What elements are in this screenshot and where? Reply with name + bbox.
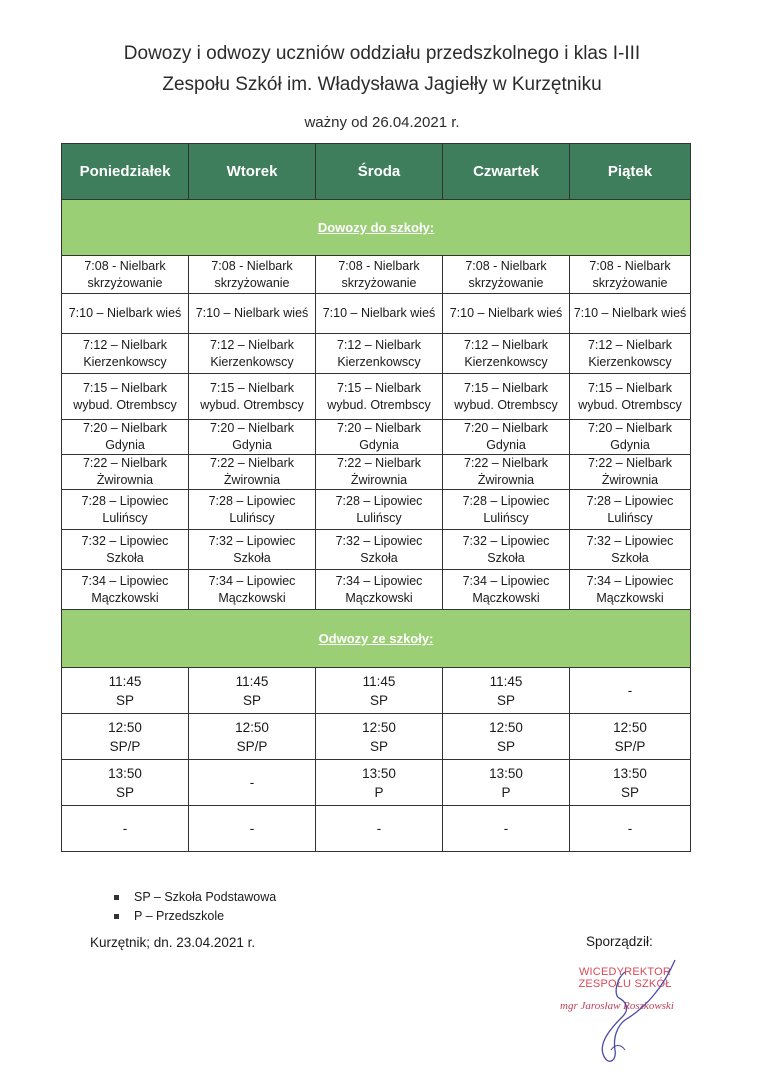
schedule-table — [61, 143, 691, 852]
departure-cell — [316, 714, 443, 760]
legend-item: SP – Szkoła Podstawowa — [112, 888, 276, 907]
departure-cell — [189, 668, 316, 714]
stop-cell: 7:28 – Lipowiec Lulińscy — [316, 490, 443, 530]
stop-cell: 7:08 - Nielbark skrzyżowanie — [570, 256, 691, 294]
stop-cell: 7:15 – Nielbark wybud. Otrembscy — [570, 374, 691, 420]
departure-cell — [443, 760, 570, 806]
stop-cell: 7:15 – Nielbark wybud. Otrembscy — [189, 374, 316, 420]
to-school-row — [62, 530, 691, 570]
departure-destination: SP/P — [236, 738, 268, 754]
departure-cell — [570, 668, 691, 714]
from-school-row — [62, 760, 691, 806]
departure-time: - — [627, 821, 633, 836]
document-title — [0, 38, 764, 100]
departure-cell — [443, 714, 570, 760]
departure-time: 11:45 — [108, 673, 142, 689]
departure-cell — [570, 760, 691, 806]
departure-time: 11:45 — [362, 673, 396, 689]
departure-destination: SP — [496, 692, 515, 708]
to-school-row — [62, 294, 691, 334]
departure-time: 12:50 — [235, 719, 269, 735]
stop-cell: 7:12 – Nielbark Kierzenkowscy — [443, 334, 570, 374]
departure-time: 12:50 — [362, 719, 396, 735]
stop-cell: 7:28 – Lipowiec Lulińscy — [443, 490, 570, 530]
day-header: Poniedziałek — [62, 144, 189, 200]
departure-cell — [189, 760, 316, 806]
to-school-row — [62, 490, 691, 530]
departure-time: - — [249, 775, 255, 790]
stop-cell: 7:34 – Lipowiec Mączkowski — [570, 570, 691, 610]
stop-cell: 7:32 – Lipowiec Szkoła — [189, 530, 316, 570]
day-header-row — [62, 144, 691, 200]
stop-cell: 7:34 – Lipowiec Mączkowski — [443, 570, 570, 610]
stop-cell: 7:15 – Nielbark wybud. Otrembscy — [316, 374, 443, 420]
departure-time: 13:50 — [362, 765, 396, 781]
stop-cell: 7:08 - Nielbark skrzyżowanie — [62, 256, 189, 294]
stop-cell: 7:32 – Lipowiec Szkoła — [62, 530, 189, 570]
stop-cell: 7:12 – Nielbark Kierzenkowscy — [570, 334, 691, 374]
title-line-1: Dowozy i odwozy uczniów oddziału przedszkolnego i klas I-III — [123, 43, 641, 64]
departure-destination: SP — [620, 784, 639, 800]
to-school-row — [62, 374, 691, 420]
to-school-row — [62, 256, 691, 294]
stop-cell: 7:10 – Nielbark wieś — [189, 294, 316, 334]
to-school-row — [62, 455, 691, 490]
stop-cell: 7:20 – Nielbark Gdynia — [316, 420, 443, 455]
from-school-row — [62, 714, 691, 760]
stamp-institution: ZESPOŁU SZKÓŁ — [578, 978, 672, 990]
official-stamp — [555, 958, 715, 1068]
departure-destination: SP — [369, 738, 388, 754]
stop-cell: 7:20 – Nielbark Gdynia — [62, 420, 189, 455]
stop-cell: 7:15 – Nielbark wybud. Otrembscy — [443, 374, 570, 420]
stop-cell: 7:10 – Nielbark wieś — [570, 294, 691, 334]
departure-time: - — [249, 821, 255, 836]
to-school-row — [62, 334, 691, 374]
departure-time: 12:50 — [108, 719, 142, 735]
stop-cell: 7:22 – Nielbark Żwirownia — [570, 455, 691, 490]
departure-time: 13:50 — [613, 765, 647, 781]
from-school-row — [62, 806, 691, 852]
stop-cell: 7:08 - Nielbark skrzyżowanie — [316, 256, 443, 294]
stop-cell: 7:20 – Nielbark Gdynia — [189, 420, 316, 455]
departure-cell — [316, 668, 443, 714]
from-school-row — [62, 668, 691, 714]
departure-cell — [570, 806, 691, 852]
stop-cell: 7:20 – Nielbark Gdynia — [443, 420, 570, 455]
departure-cell — [443, 668, 570, 714]
from-school-section-header: Odwozy ze szkoły: — [62, 610, 691, 668]
stop-cell: 7:10 – Nielbark wieś — [316, 294, 443, 334]
stop-cell: 7:10 – Nielbark wieś — [62, 294, 189, 334]
stop-cell: 7:32 – Lipowiec Szkoła — [443, 530, 570, 570]
stop-cell: 7:32 – Lipowiec Szkoła — [570, 530, 691, 570]
departure-destination: SP/P — [614, 738, 646, 754]
departure-cell — [62, 806, 189, 852]
stop-cell: 7:22 – Nielbark Żwirownia — [316, 455, 443, 490]
place-date: Kurzętnik; dn. 23.04.2021 r. — [90, 935, 256, 950]
departure-destination: P — [501, 784, 511, 800]
departure-destination: SP — [496, 738, 515, 754]
stop-cell: 7:08 - Nielbark skrzyżowanie — [443, 256, 570, 294]
departure-time: 12:50 — [613, 719, 647, 735]
to-school-row — [62, 420, 691, 455]
stop-cell: 7:12 – Nielbark Kierzenkowscy — [189, 334, 316, 374]
stop-cell: 7:10 – Nielbark wieś — [443, 294, 570, 334]
day-header: Środa — [316, 144, 443, 200]
day-header: Wtorek — [189, 144, 316, 200]
stop-cell: 7:20 – Nielbark Gdynia — [570, 420, 691, 455]
stop-cell: 7:15 – Nielbark wybud. Otrembscy — [62, 374, 189, 420]
to-school-row — [62, 570, 691, 610]
departure-destination: SP — [242, 692, 261, 708]
stop-cell: 7:28 – Lipowiec Lulińscy — [62, 490, 189, 530]
handwritten-signature — [555, 958, 715, 1068]
from-school-section-row — [62, 610, 691, 668]
departure-destination: SP — [115, 784, 134, 800]
departure-time: - — [122, 821, 128, 836]
stop-cell: 7:28 – Lipowiec Lulińscy — [570, 490, 691, 530]
departure-cell — [62, 668, 189, 714]
stop-cell: 7:22 – Nielbark Żwirownia — [62, 455, 189, 490]
legend — [112, 888, 276, 926]
departure-time: 11:45 — [489, 673, 523, 689]
departure-destination: SP — [115, 692, 134, 708]
departure-cell — [316, 806, 443, 852]
departure-cell — [62, 760, 189, 806]
departure-cell — [62, 714, 189, 760]
departure-cell — [189, 714, 316, 760]
departure-time: - — [376, 821, 382, 836]
day-header: Piątek — [570, 144, 691, 200]
legend-item: P – Przedszkole — [112, 907, 276, 926]
stop-cell: 7:22 – Nielbark Żwirownia — [189, 455, 316, 490]
stop-cell: 7:34 – Lipowiec Mączkowski — [316, 570, 443, 610]
stop-cell: 7:34 – Lipowiec Mączkowski — [62, 570, 189, 610]
day-header: Czwartek — [443, 144, 570, 200]
stop-cell: 7:34 – Lipowiec Mączkowski — [189, 570, 316, 610]
stamp-name: mgr Jarosław Roszkowski — [560, 1000, 674, 1012]
departure-destination: SP/P — [109, 738, 141, 754]
to-school-section-header: Dowozy do szkoły: — [62, 200, 691, 256]
departure-time: 13:50 — [108, 765, 142, 781]
title-line-2: Zespołu Szkół im. Władysława Jagiełły w Kurzętniku — [162, 74, 602, 95]
departure-destination: SP — [369, 692, 388, 708]
stamp-title: WICEDYREKTOR — [578, 966, 672, 978]
prepared-by-label: Sporządził: — [586, 934, 653, 949]
departure-destination: P — [374, 784, 384, 800]
departure-cell — [316, 760, 443, 806]
stop-cell: 7:08 - Nielbark skrzyżowanie — [189, 256, 316, 294]
stop-cell: 7:22 – Nielbark Żwirownia — [443, 455, 570, 490]
departure-time: - — [503, 821, 509, 836]
departure-time: 12:50 — [489, 719, 523, 735]
departure-cell — [570, 714, 691, 760]
departure-time: 13:50 — [489, 765, 523, 781]
to-school-section-row — [62, 200, 691, 256]
valid-from: ważny od 26.04.2021 r. — [304, 114, 460, 131]
departure-cell — [443, 806, 570, 852]
departure-time: - — [627, 683, 633, 698]
stop-cell: 7:28 – Lipowiec Lulińscy — [189, 490, 316, 530]
stop-cell: 7:12 – Nielbark Kierzenkowscy — [316, 334, 443, 374]
departure-cell — [189, 806, 316, 852]
stop-cell: 7:12 – Nielbark Kierzenkowscy — [62, 334, 189, 374]
departure-time: 11:45 — [235, 673, 269, 689]
stop-cell: 7:32 – Lipowiec Szkoła — [316, 530, 443, 570]
